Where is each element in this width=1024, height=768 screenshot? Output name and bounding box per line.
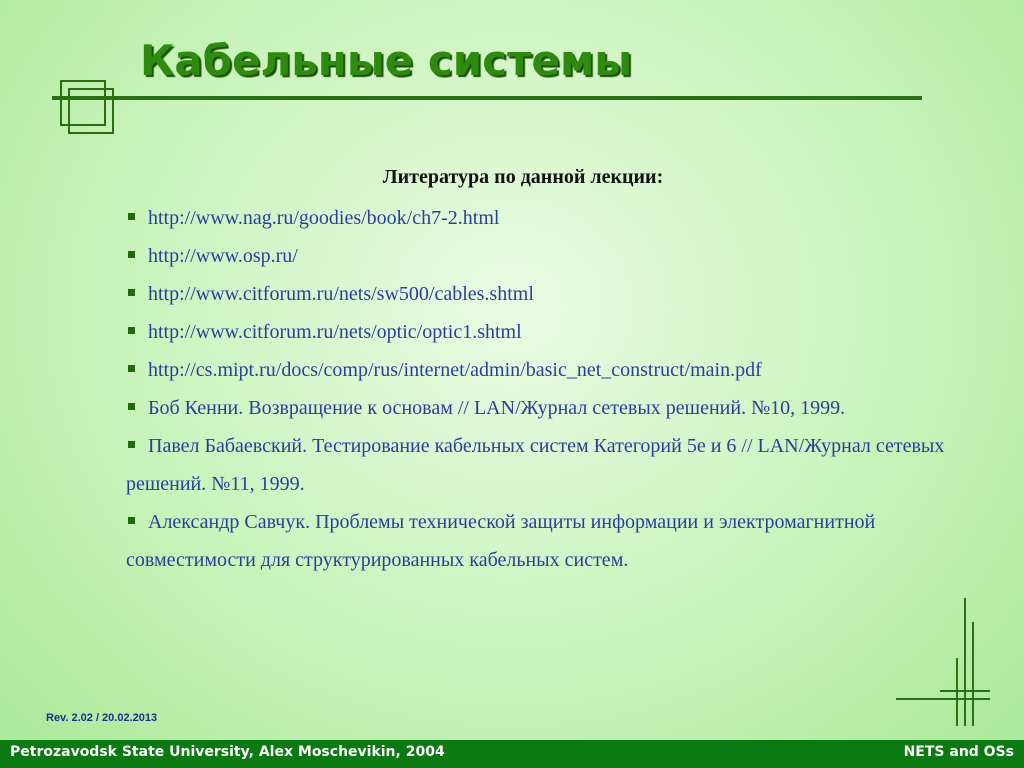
- square-bullet-icon: [128, 213, 135, 220]
- square-bullet-icon: [128, 327, 135, 334]
- square-bullet-icon: [128, 365, 135, 372]
- square-bullet-icon: [128, 251, 135, 258]
- slide-title: Кабельные системы: [140, 36, 633, 85]
- footer-course: NETS and OSs: [903, 744, 1014, 760]
- corner-decoration-square: [68, 88, 114, 134]
- corner-decoration-line: [956, 658, 958, 726]
- reference-item: Боб Кенни. Возвращение к основам // LAN/Журнал сетевых решений. №10, 1999.: [126, 389, 946, 427]
- reference-item[interactable]: http://cs.mipt.ru/docs/comp/rus/internet/admin/basic_net_construct/main.pdf: [126, 351, 946, 389]
- reference-item[interactable]: http://www.citforum.ru/nets/sw500/cables.shtml: [126, 275, 946, 313]
- reference-list: [126, 199, 946, 579]
- corner-decoration-line: [964, 598, 966, 726]
- reference-item[interactable]: http://www.citforum.ru/nets/optic/optic1.shtml: [126, 313, 946, 351]
- corner-decoration-line: [896, 698, 990, 700]
- reference-item[interactable]: http://www.nag.ru/goodies/book/ch7-2.html: [126, 199, 946, 237]
- square-bullet-icon: [128, 441, 135, 448]
- reference-item: Александр Савчук. Проблемы технической защиты информации и электромагнитной совместимости для структурированных кабельных систем.: [126, 511, 876, 571]
- corner-decoration-line: [972, 622, 974, 726]
- corner-decoration-line: [940, 690, 990, 692]
- title-underline: [52, 96, 922, 100]
- square-bullet-icon: [128, 289, 135, 296]
- footer-author: Petrozavodsk State University, Alex Moschevikin, 2004: [10, 744, 445, 760]
- revision-label: Rev. 2.02 / 20.02.2013: [46, 712, 158, 724]
- square-bullet-icon: [128, 403, 135, 410]
- square-bullet-icon: [128, 517, 135, 524]
- reference-item: Павел Бабаевский. Тестирование кабельных систем Категорий 5е и 6 // LAN/Журнал сетевых решений. №11, 1999.: [126, 435, 945, 495]
- footer-bar: [0, 740, 1024, 768]
- reference-item[interactable]: http://www.osp.ru/: [126, 237, 946, 275]
- references-heading: Литература по данной лекции:: [382, 166, 664, 188]
